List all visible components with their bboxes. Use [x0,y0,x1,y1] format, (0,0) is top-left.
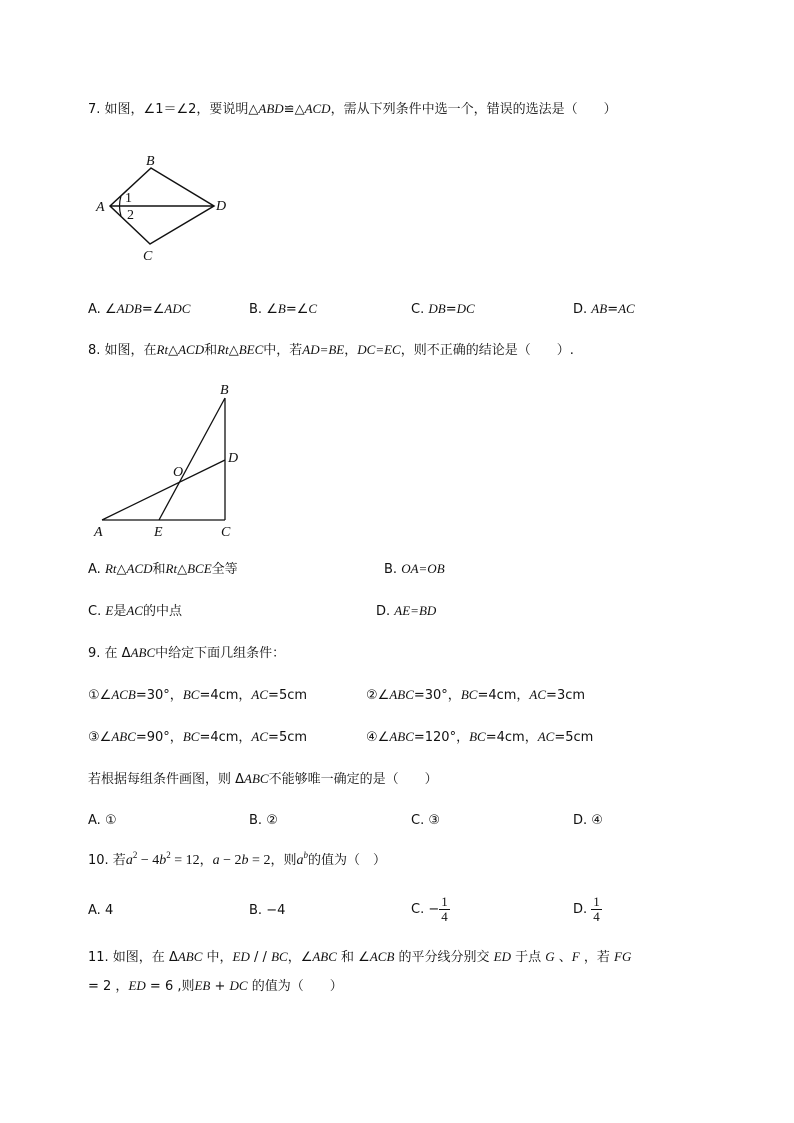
q8-stem: 8. 如图，在Rt△ACD和Rt△BEC中，若AD=BE，DC=EC，则不正确的结论是（ ）. [88,342,574,358]
q7-option-c[interactable]: C. DB=DC [411,301,475,317]
q11-stem-line-1: 11. 如图，在 ΔABC 中，ED / / BC，∠ABC 和 ∠ACB 的平分线分别交 ED 于点 G 、F ，若 FG [88,949,632,965]
q9-stem: 9. 在 ΔABC中给定下面几组条件： [88,645,286,661]
q7-option-d[interactable]: D. AB=AC [573,301,635,317]
q8-label-b: B [220,383,229,398]
q10-stem: 10. 若$a^2 - 4b^2 = 12$，a − 2b = 2，则$a^b$的值为（ ） [88,850,386,868]
q10-option-d[interactable]: D. $\frac{1}{4}$ [573,894,600,924]
q10-option-c[interactable]: C. − $\frac{1}{4}$ [411,894,448,924]
q8-label-d: D [228,451,239,466]
q7-label-b: B [146,154,155,169]
q8-option-b[interactable]: B. OA=OB [384,561,445,577]
q7-figure [88,148,248,268]
q9-condition-4: ④∠ABC=120°，BC=4cm，AC=5cm [366,729,594,745]
q7-label-a: A [96,200,105,215]
q10-option-b[interactable]: B. −4 [249,903,286,918]
q9-option-b[interactable]: B. ② [249,813,278,828]
q9-option-c[interactable]: C. ③ [411,813,441,828]
q8-option-d[interactable]: D. AE=BD [376,603,437,619]
q8-option-a[interactable]: A. Rt△ACD和Rt△BCE全等 [88,561,238,577]
q9-condition-2: ②∠ABC=30°，BC=4cm，AC=3cm [366,687,586,703]
q8-line-eb [159,398,225,520]
q7-label-d: D [216,199,227,214]
q8-figure [88,380,258,545]
q9-condition-1: ①∠ACB=30°，BC=4cm，AC=5cm [88,687,308,703]
q7-stem: 7. 如图，∠1＝∠2，要说明△ABD≌△ACD，需从下列条件中选一个，错误的选法是（ ） [88,101,617,117]
q8-label-o: O [173,465,184,480]
q10-option-d-fraction: $\frac{1}{4}$ [593,894,600,924]
q7-angle-1: 1 [125,191,132,206]
q7-label-c: C [143,249,153,264]
q8-label-c: C [221,525,231,540]
q8-option-c[interactable]: C. E是AC的中点 [88,603,182,619]
q9-question: 若根据每组条件画图，则 ΔABC不能够唯一确定的是（ ） [88,771,438,787]
q8-label-a: A [94,525,103,540]
q9-option-a[interactable]: A. ① [88,813,117,828]
q7-angle-2: 2 [127,208,134,223]
q8-label-e: E [154,525,163,540]
q9-option-d[interactable]: D. ④ [573,813,603,828]
q7-option-a[interactable]: A. ∠ADB=∠ADC [88,301,191,317]
q9-condition-3: ③∠ABC=90°，BC=4cm，AC=5cm [88,729,308,745]
q10-option-a[interactable]: A. 4 [88,903,114,918]
q11-stem-line-2: = 2 ，ED = 6 ,则EB + DC 的值为（ ） [88,978,343,994]
q7-option-b[interactable]: B. ∠B=∠C [249,301,318,317]
q10-option-c-fraction: $\frac{1}{4}$ [441,894,448,924]
